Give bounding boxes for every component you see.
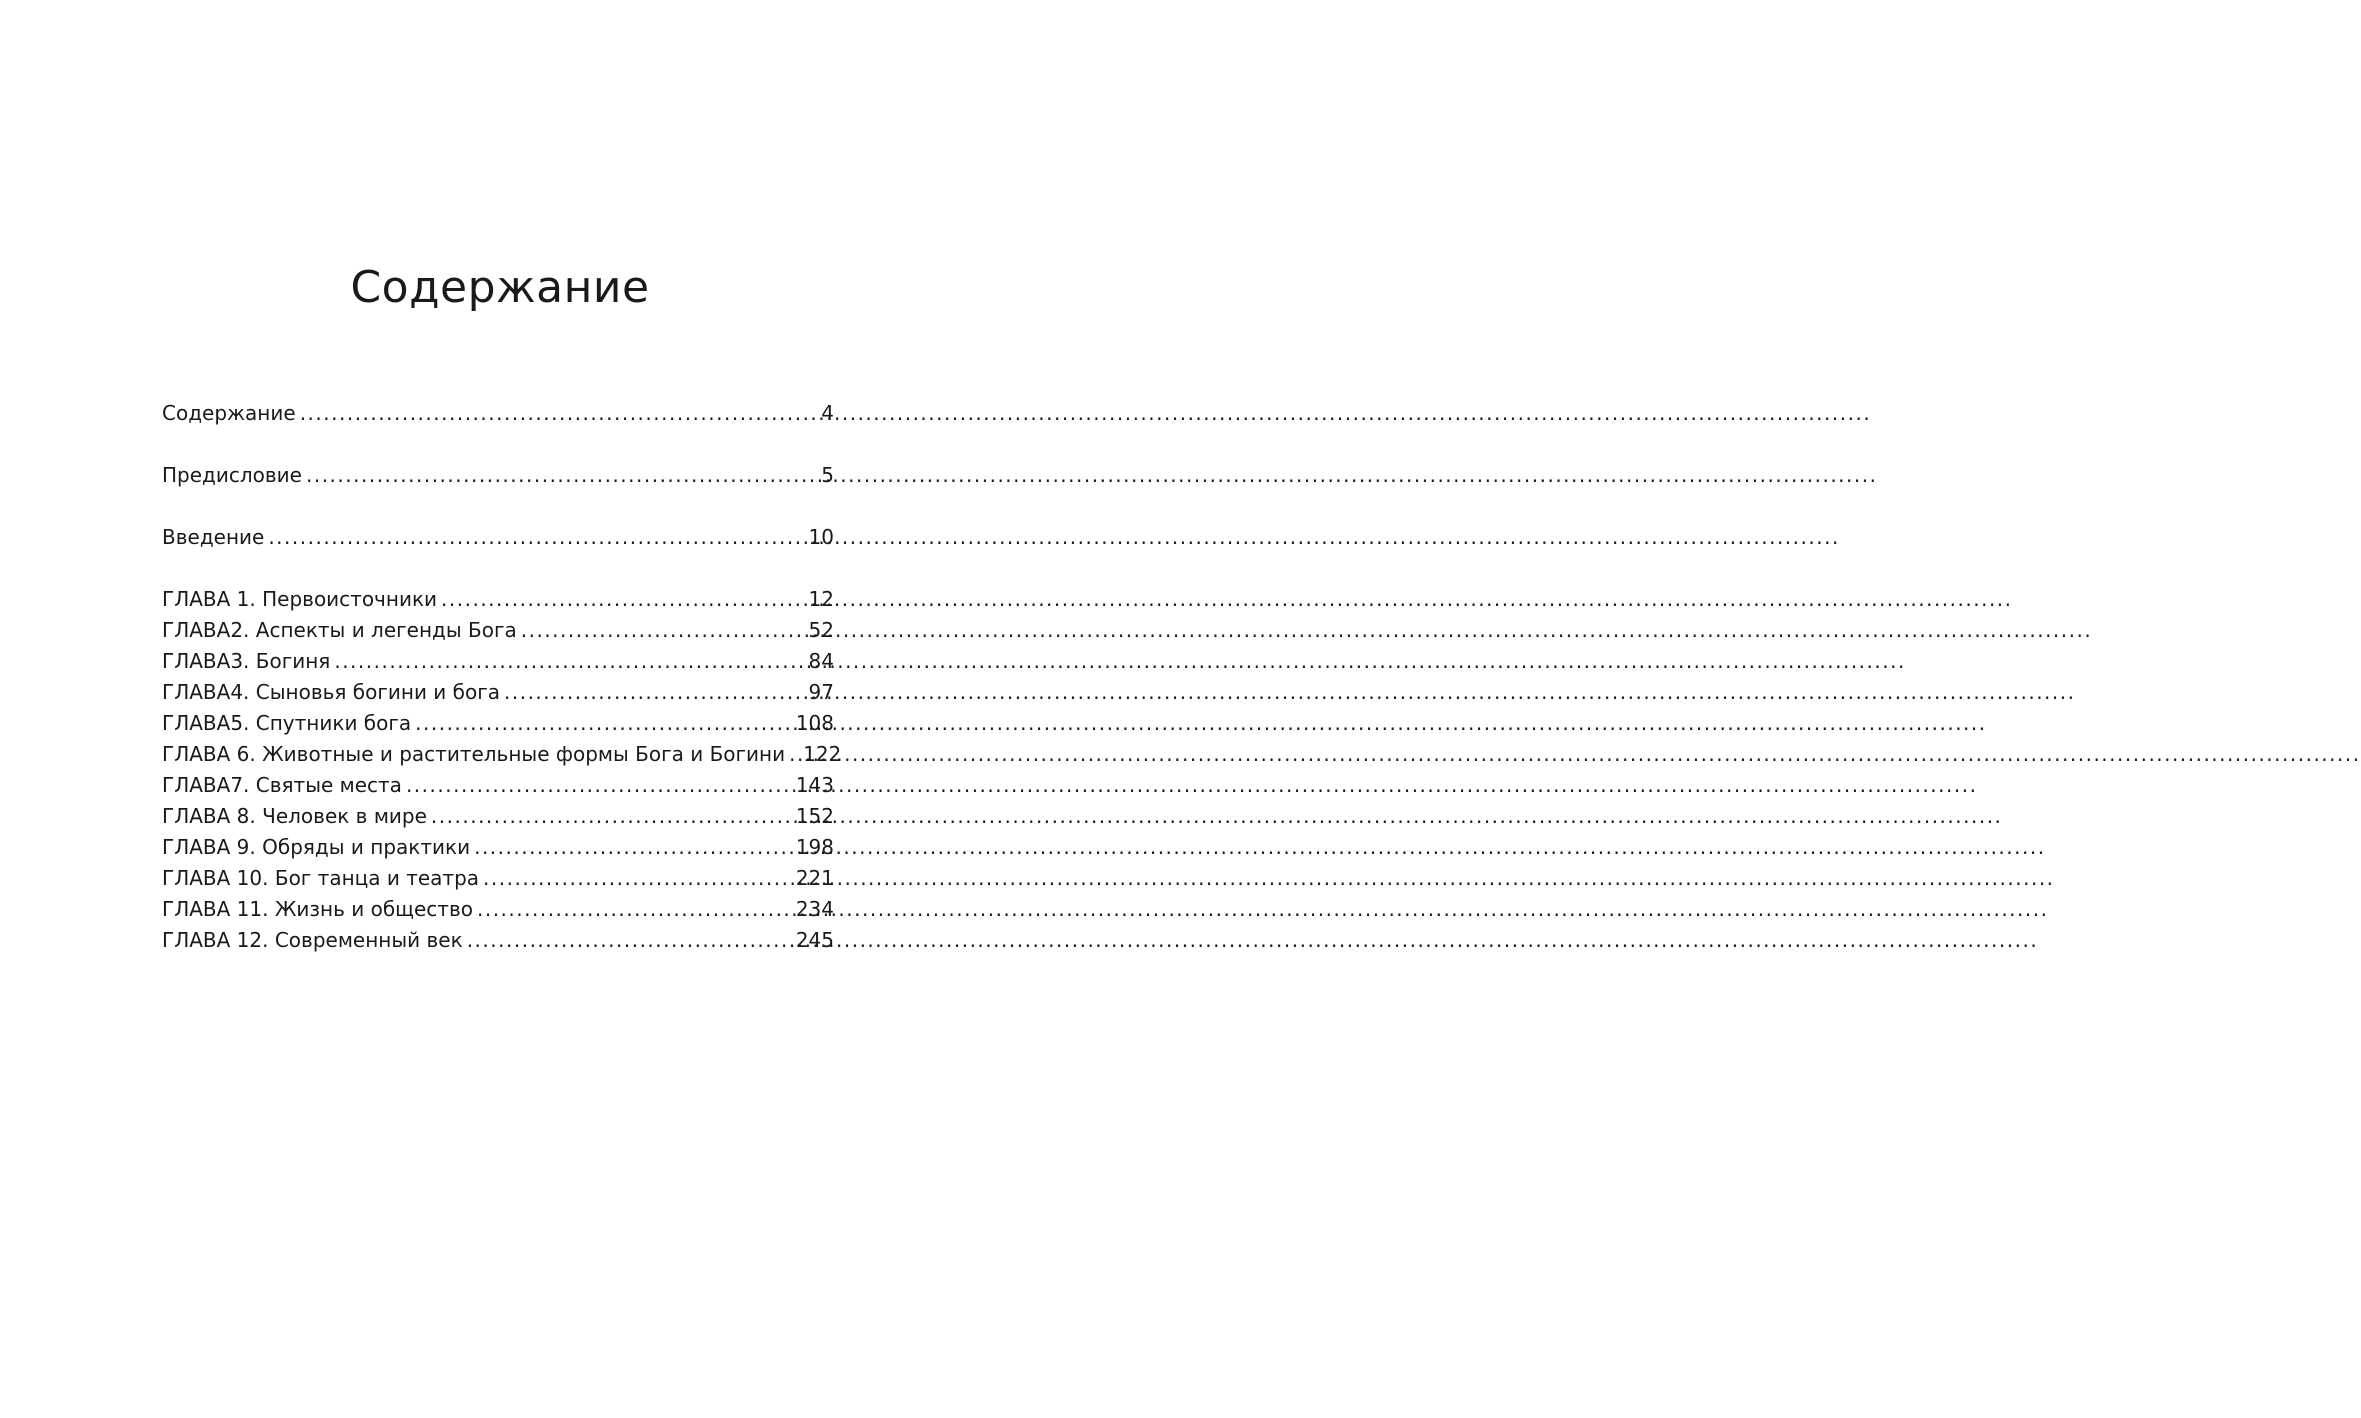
toc-entry-label: Введение (162, 525, 265, 549)
dot-leader (406, 770, 792, 801)
dot-leader (441, 584, 805, 615)
toc-entry-page: 12 (808, 587, 834, 611)
dot-leader (477, 894, 792, 925)
toc-entry-label: ГЛАВА 1. Первоисточники (162, 587, 438, 611)
toc-entry-label: ГЛАВА2. Аспекты и легенды Бога (162, 618, 517, 642)
toc-entry-page: 122 (803, 742, 842, 766)
toc-entry-label: ГЛАВА 12. Современный век (162, 928, 463, 952)
dot-leader (504, 677, 805, 708)
toc-entry[interactable] (162, 646, 834, 677)
toc-entry[interactable] (162, 739, 842, 770)
toc-entry-label: ГЛАВА 9. Обряды и практики (162, 835, 471, 859)
toc-entry-page: 4 (821, 401, 834, 425)
dot-leader (474, 832, 792, 863)
toc-entry-label: ГЛАВА5. Спутники бога (162, 711, 412, 735)
toc-entry[interactable] (162, 584, 834, 615)
document-page (0, 0, 1000, 1418)
dot-leader (300, 398, 818, 429)
toc-entry-page: 143 (795, 773, 834, 797)
toc-entry-label: Содержание (162, 401, 296, 425)
dot-leader (268, 522, 804, 553)
toc-entry[interactable] (162, 398, 834, 429)
dot-leader (789, 739, 799, 770)
toc-entry-label: ГЛАВА7. Святые места (162, 773, 402, 797)
toc-entry[interactable] (162, 863, 834, 894)
toc-entry-page: 52 (808, 618, 834, 642)
toc-entry[interactable] (162, 460, 834, 491)
toc-entry[interactable] (162, 522, 834, 553)
toc-entry-label: ГЛАВА 10. Бог танца и театра (162, 866, 480, 890)
dot-leader (483, 863, 792, 894)
toc-entry[interactable] (162, 770, 834, 801)
toc-entry-page: 234 (795, 897, 834, 921)
dot-leader (467, 925, 792, 956)
toc-entry[interactable] (162, 894, 834, 925)
table-of-contents (162, 398, 842, 956)
toc-entry-page: 108 (795, 711, 834, 735)
dot-leader (415, 708, 792, 739)
dot-leader (521, 615, 805, 646)
toc-entry-label: ГЛАВА 8. Человек в мире (162, 804, 427, 828)
toc-entry-label: ГЛАВА 6. Животные и растительные формы Бога и Богини (162, 742, 786, 766)
toc-entry-page: 5 (821, 463, 834, 487)
toc-entry-page: 97 (808, 680, 834, 704)
toc-entry-label: ГЛАВА3. Богиня (162, 649, 331, 673)
toc-entry[interactable] (162, 615, 834, 646)
toc-entry-page: 245 (795, 928, 834, 952)
toc-entry-page: 84 (808, 649, 834, 673)
toc-entry-label: ГЛАВА4. Сыновья богини и бога (162, 680, 500, 704)
dot-leader (334, 646, 804, 677)
toc-entry[interactable] (162, 708, 834, 739)
dot-leader (431, 801, 792, 832)
toc-entry[interactable] (162, 801, 834, 832)
toc-entry-label: ГЛАВА 11. Жизнь и общество (162, 897, 473, 921)
page-title: Содержание (350, 262, 650, 313)
toc-entry-label: Предисловие (162, 463, 302, 487)
toc-entry-page: 198 (795, 835, 834, 859)
dot-leader (306, 460, 817, 491)
toc-entry[interactable] (162, 832, 834, 863)
toc-entry[interactable] (162, 677, 834, 708)
toc-entry-page: 152 (795, 804, 834, 828)
toc-entry[interactable] (162, 925, 834, 956)
toc-entry-page: 221 (795, 866, 834, 890)
toc-entry-page: 10 (808, 525, 834, 549)
